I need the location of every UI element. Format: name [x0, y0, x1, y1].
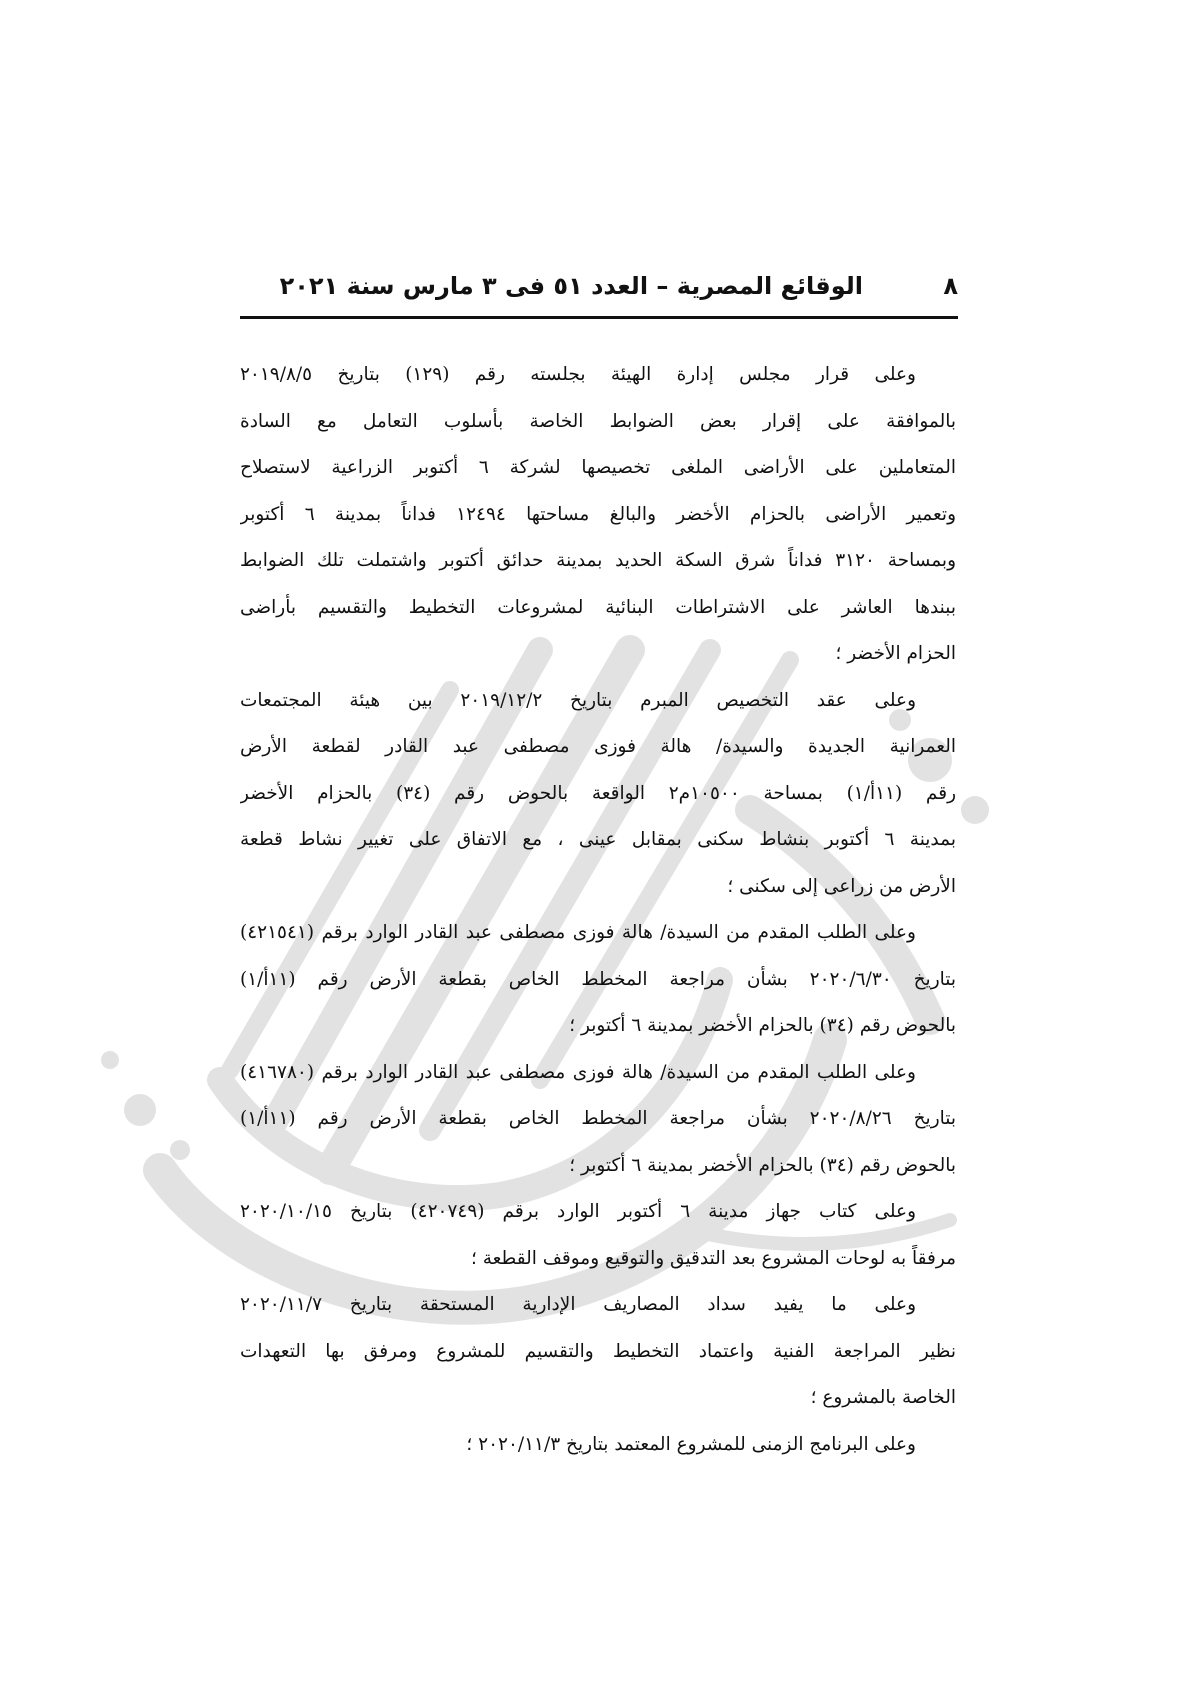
text-line: وعلى قرار مجلس إدارة الهيئة بجلسته رقم (١٢٩) بتاريخ ٢٠١٩/٨/٥: [240, 364, 916, 385]
text-line: وعلى كتاب جهاز مدينة ٦ أكتوبر الوارد برقم (٤٢٠٧٤٩) بتاريخ ٢٠٢٠/١٠/١٥: [240, 1201, 917, 1222]
text-line: العمرانية الجديدة والسيدة/ هالة فوزى مصطفى عبد القادر لقطعة الأرض: [240, 736, 956, 757]
text-line: بالموافقة على إقرار بعض الضوابط الخاصة بأسلوب التعامل مع السادة: [240, 410, 956, 432]
text-line: وعلى البرنامج الزمنى للمشروع المعتمد بتاريخ ٢٠٢٠/١١/٣ ؛: [466, 1433, 916, 1455]
page-number: ٨: [943, 272, 958, 300]
paragraph-5: [240, 1189, 956, 1282]
text-line: نظير المراجعة الفنية واعتماد التخطيط والتقسيم للمشروع ومرفق بها التعهدات: [240, 1340, 956, 1362]
text-line: بمدينة ٦ أكتوبر بنشاط سكنى بمقابل عينى ، مع الاتفاق على تغيير نشاط قطعة: [240, 829, 956, 850]
paragraph-6: [240, 1282, 956, 1422]
paragraph-2: [240, 678, 956, 911]
text-line: بالحوض رقم (٣٤) بالحزام الأخضر بمدينة ٦ أكتوبر ؛: [569, 1154, 956, 1176]
text-line: الأرض من زراعى إلى سكنى ؛: [727, 875, 956, 897]
text-line: بالحوض رقم (٣٤) بالحزام الأخضر بمدينة ٦ أكتوبر ؛: [569, 1015, 956, 1036]
paragraph-3: [240, 910, 956, 1050]
page-header: [240, 270, 958, 319]
text-line: ببندها العاشر على الاشتراطات البنائية لمشروعات التخطيط والتقسيم بأراضى: [240, 596, 956, 618]
header-title: الوقائع المصرية – العدد ٥١ فى ٣ مارس سنة ٢٠٢١: [279, 272, 863, 300]
text-line: الحزام الأخضر ؛: [835, 643, 956, 664]
text-line: رقم (١١أ/١) بمساحة ١٠٥٠٠م٢ الواقعة بالحوض رقم (٣٤) بالحزام الأخضر: [240, 782, 956, 804]
text-line: وعلى ما يفيد سداد المصاريف الإدارية المستحقة بتاريخ ٢٠٢٠/١١/٧: [240, 1294, 916, 1315]
text-line: وعلى الطلب المقدم من السيدة/ هالة فوزى مصطفى عبد القادر الوارد برقم (٤٢١٥٤١): [240, 922, 916, 943]
text-line: بتاريخ ٢٠٢٠/٦/٣٠ بشأن مراجعة المخطط الخاص بقطعة الأرض رقم (١١أ/١): [240, 968, 956, 990]
paragraph-7: [240, 1422, 956, 1469]
paragraph-4: [240, 1050, 956, 1190]
paragraph-1: [240, 352, 956, 678]
text-line: وتعمير الأراضى بالحزام الأخضر والبالغ مساحتها ١٢٤٩٤ فداناً بمدينة ٦ أكتوبر: [240, 503, 956, 525]
text-line: المتعاملين على الأراضى الملغى تخصيصها لشركة ٦ أكتوبر الزراعية لاستصلاح: [240, 457, 956, 478]
text-line: مرفقاً به لوحات المشروع بعد التدقيق والتوقيع وموقف القطعة ؛: [470, 1247, 956, 1269]
text-line: وعلى الطلب المقدم من السيدة/ هالة فوزى مصطفى عبد القادر الوارد برقم (٤١٦٧٨٠): [240, 1061, 916, 1083]
text-line: وعلى عقد التخصيص المبرم بتاريخ ٢٠١٩/١٢/٢ بين هيئة المجتمعات: [240, 689, 917, 711]
text-line: وبمساحة ٣١٢٠ فداناً شرق السكة الحديد بمدينة حدائق أكتوبر واشتملت تلك الضوابط: [240, 550, 956, 571]
document-body: [240, 352, 956, 1468]
text-line: الخاصة بالمشروع ؛: [810, 1387, 956, 1408]
text-line: بتاريخ ٢٠٢٠/٨/٢٦ بشأن مراجعة المخطط الخاص بقطعة الأرض رقم (١١أ/١): [240, 1108, 956, 1129]
